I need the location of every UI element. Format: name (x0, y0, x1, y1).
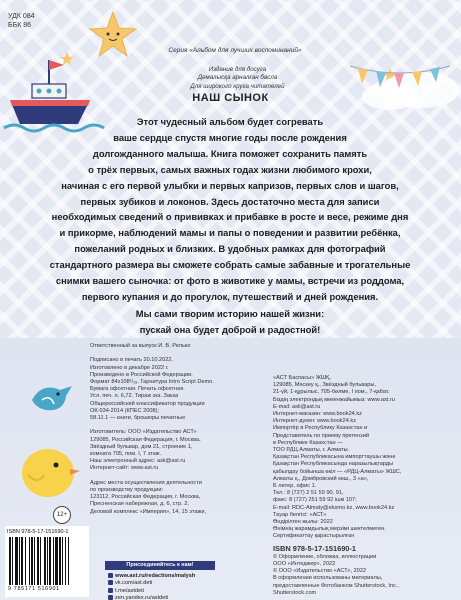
globe-icon (108, 573, 113, 578)
imprint-line: Интернет-сайт: www.ast.ru (90, 465, 159, 472)
social-link[interactable]: t.me/astdeti (108, 588, 195, 595)
imprint-line: Усл. печ. л. 6,72. Тираж экз. Заказ (90, 393, 179, 400)
imprint-line: ОК-034-2014 (КПЕС 2008); (90, 407, 159, 414)
credit-line: © Оформление, обложка, иллюстрации (273, 553, 377, 560)
barcode-bar (49, 537, 51, 585)
imprint-line: Өнімнің жарамдылық мерзімі шектелмеген. (273, 526, 386, 533)
imprint-line: Изготовитель: ООО «Издательство АСТ» (90, 429, 197, 436)
barcode-bar (65, 537, 66, 585)
barcode-bar (12, 537, 13, 585)
description-line: снимки вашего сыночка: от фото в животике у мамы, встречи из роддома, (55, 275, 405, 287)
social-link[interactable]: vk.com/ast.deti (108, 580, 195, 587)
imprint-line: Алматы қ., Домбровский көш., 3 «а», (273, 475, 369, 482)
barcode-bar (21, 537, 23, 585)
imprint-line: Пресненская набережная, д. 6, стр. 2, (90, 501, 189, 508)
imprint-line: по производству продукции: (90, 487, 163, 494)
age-rating-badge: 12+ (53, 506, 71, 524)
description-line: Этот чудесный альбом будет согревать (136, 116, 324, 127)
imprint-line: Изготовлено в декабре 2022 г. (90, 364, 169, 371)
vk-icon (108, 580, 113, 585)
imprint-line: Произведено в Российской Федерации. (90, 371, 193, 378)
imprint-line: комната 705, пом. I, 7 этаж. (90, 451, 162, 458)
barcode-bar (68, 537, 69, 585)
imprint-line: Сертификаттау қарастырылған (273, 533, 355, 540)
bird-illustration (28, 378, 76, 418)
imprint-line: Бумага офсетная. Печать офсетная. (90, 386, 185, 393)
social-header: Присоединяйтесь к нам! (105, 561, 215, 570)
imprint-line: E-mail: ask@ast.ru (273, 403, 321, 410)
imprint-line (90, 350, 265, 357)
imprint-line: Тауар белгісі: «АСТ» (273, 511, 327, 518)
imprint-line: қабылдау бойынша өкіл — «РДЦ-Алматы» ЖШС, (273, 468, 402, 475)
imprint-line: Общероссийский классификатор продукции (90, 400, 205, 407)
barcode-isbn-label: ISBN 978-5-17-151690-1 (7, 529, 69, 535)
imprint-line: Наш электронный адрес: ask@ast.ru (90, 458, 186, 465)
imprint-line: Деловой комплекс «Империя», 14, 15 этажи, (90, 508, 207, 515)
barcode-bar (44, 537, 46, 585)
description-line: и прикорме, наблюдений мамы и папы о поведении и развитии ребёнка, (59, 227, 401, 239)
closing-line: Мы сами творим историю нашей жизни: (135, 307, 325, 319)
imprint-line (90, 473, 265, 480)
barcode-bar (31, 537, 33, 585)
barcode-digits: 9 785171 516901 (8, 586, 60, 592)
credit-line: © ООО «Издательство «АСТ», 2022 (273, 568, 367, 575)
barcode-bar (34, 537, 35, 585)
imprint-line: факс: 8 (727) 251 59 92 ішкі 107; (273, 497, 357, 504)
social-link[interactable]: www.ast.ru/redactions/malysh (108, 573, 195, 580)
imprint-line: E-mail: RDC-Almaty@eksmo.kz, www.book24.kz (273, 504, 395, 511)
closing-line: пускай она будет доброй и радостной! (139, 323, 321, 335)
annotation (160, 66, 315, 91)
imprint-line: 129085, Мәскеу қ., Звёздный бульвары, (273, 382, 376, 389)
credit-line: предоставленные Фотобанком Shutterstock, Inc., (273, 582, 399, 589)
social-links (108, 573, 195, 600)
annotation-line: Демалысқа арналған басла (197, 74, 278, 82)
book-title: НАШ СЫНОК (192, 92, 269, 104)
imprint-line: Представитель по приему претензий (273, 432, 369, 439)
barcode-bar (59, 537, 61, 585)
description-line: начиная с его первой улыбки и первых капризов, первых слов и шагов, (61, 179, 399, 191)
barcode-bar (37, 537, 39, 585)
imprint-line: 21-үй, 1-құрылыс, 705-бөлме, I пом., 7-қабат. (273, 389, 390, 396)
imprint-left-column (90, 343, 265, 516)
imprint-line: Б литер, офис 1. (273, 483, 317, 490)
chick-illustration (14, 435, 84, 505)
barcode-bar (53, 537, 54, 585)
telegram-icon (108, 588, 113, 593)
imprint-line: Өндірілген жылы: 2022 (273, 519, 333, 526)
isbn-number: ISBN 978-5-17-151690-1 (273, 543, 356, 553)
description-line: первого купания и до прогулок, путешествий и дней рождения. (81, 290, 379, 302)
barcode-bar (29, 537, 30, 585)
imprint-line: 123112, Российская Федерация, г. Москва, (90, 494, 201, 501)
barcode-bar (25, 537, 26, 585)
imprint-line: Импортёр в Республику Казахстан и (273, 425, 368, 432)
imprint-line: Подписано в печать 20.10.2022. (90, 357, 174, 364)
imprint-line: Қазақстан Республикасына импорттаушы және (273, 454, 396, 461)
barcode-bar (9, 537, 11, 585)
imprint-line: Тел.: 8 (727) 2 51 59 90, 91, (273, 490, 344, 497)
star-icon (88, 10, 138, 60)
imprint-line: «АСТ Баспасы» ЖШҚ, (273, 375, 331, 381)
description-line: долгожданного малыша. Книга поможет сохранить память (92, 147, 368, 159)
imprint-right-column (273, 375, 445, 597)
imprint-line: Звёздный бульвар, дом 21, строение 1, (90, 443, 193, 450)
credit-line: ООО «Интеджер», 2022 (273, 561, 336, 568)
imprint-line: ТОО РДЦ Алматы, г. Алматы. (273, 447, 350, 454)
imprint-line: Біздің электрондық мекенжайымыз: www.ast.ru (273, 396, 395, 403)
zen-icon (108, 595, 113, 600)
barcode-bar (55, 537, 58, 585)
barcode-bar (47, 537, 48, 585)
annotation-line: Издание для досуга (208, 66, 267, 73)
imprint-line: в Республике Казахстан — (273, 439, 343, 446)
bbk-code: ББК 86 (8, 22, 31, 29)
imprint-line: 58.11.1 — книги, брошюры печатные (90, 415, 186, 422)
series-name: Серия «Альбом для лучших воспоминаний» (168, 47, 302, 54)
moon-illustration (392, 258, 452, 328)
imprint-line (90, 422, 265, 429)
annotation-line: Для широкого круга читателей (190, 82, 285, 90)
imprint-line: Интернет-дүкен: www.book24.kz (273, 418, 357, 425)
barcode-bar (62, 537, 63, 585)
credit-line: В оформлении использованы материалы, (273, 575, 383, 582)
description-line: первых зубиков и локонов. Здесь достаточно места для записи (80, 195, 380, 207)
barcode-bars (9, 537, 85, 585)
imprint-line: 129085, Российская Федерация, г. Москва, (90, 436, 201, 443)
imprint-line: Формат 84х108¹/₁₆. Гарнитура Intro Script Demo. (90, 379, 214, 386)
imprint-line: Қазақстан Республикасында наразылықтарды (273, 461, 394, 468)
imprint-line: Ответственный за выпуск И. В. Релько (90, 343, 191, 349)
description-line: необходимых сведений о прививках и прибавке в росте и весе, режиме дня (51, 211, 409, 223)
barcode-bar (19, 537, 20, 585)
description-line: о трёх первых, самых важных годах жизни любимого крохи, (88, 163, 372, 175)
barcode-bar (40, 537, 41, 585)
barcode-bar (15, 537, 18, 585)
imprint-line: Адрес места осуществления деятельности (90, 479, 202, 486)
imprint-codes (8, 12, 35, 30)
description (30, 114, 430, 338)
description-line: пожеланий родных и близких. В удобных рамках для фотографий (74, 243, 386, 255)
imprint-line: Интернет-магазин: www.book24.kz (273, 411, 362, 418)
description-line: ваше сердце спустя многие годы после рождения (113, 131, 347, 143)
description-line: стандартного размера вы сможете собрать самые забавные и трогательные (49, 259, 411, 271)
social-link[interactable]: zen.yandex.ru/astdeti (108, 595, 195, 600)
udk-code: УДК 084 (8, 13, 35, 20)
credit-line: Shutterstock.com (273, 589, 317, 596)
